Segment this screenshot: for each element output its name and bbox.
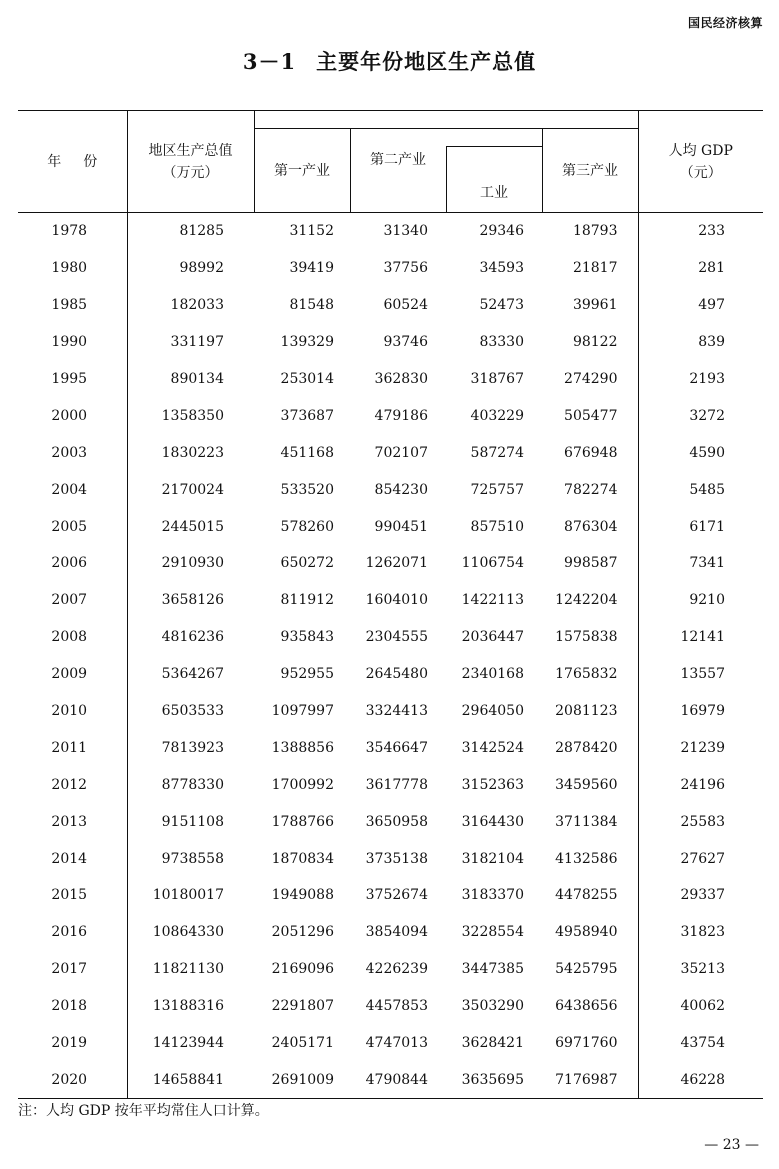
year-cell: 1995 bbox=[18, 361, 127, 398]
year-cell: 2007 bbox=[18, 582, 127, 619]
table-row bbox=[18, 250, 763, 287]
primary-cell: 1949088 bbox=[271, 887, 334, 904]
per-capita-header-unit: （元） bbox=[679, 164, 722, 181]
year-cell: 2008 bbox=[18, 619, 127, 656]
primary-cell: 578260 bbox=[280, 518, 334, 535]
secondary-header: 第二产业 bbox=[350, 147, 446, 213]
secondary-cell: 3546647 bbox=[365, 739, 428, 756]
gdp-cell: 3658126 bbox=[161, 592, 224, 609]
per-capita-cell: 16979 bbox=[638, 693, 763, 730]
per-capita-cell: 12141 bbox=[638, 619, 763, 656]
gdp-table bbox=[18, 110, 763, 1099]
gdp-cell: 890134 bbox=[170, 371, 224, 387]
primary-cell: 952955 bbox=[280, 666, 334, 683]
year-cell: 2014 bbox=[18, 840, 127, 877]
per-capita-cell: 3272 bbox=[638, 397, 763, 434]
secondary-cell: 3650958 bbox=[365, 813, 428, 830]
primary-cell: 81548 bbox=[289, 297, 334, 314]
table-row bbox=[18, 508, 763, 545]
per-capita-cell: 13557 bbox=[638, 656, 763, 693]
per-capita-cell: 31823 bbox=[638, 914, 763, 951]
year-cell: 2010 bbox=[18, 693, 127, 730]
per-capita-cell: 46228 bbox=[638, 1061, 763, 1099]
secondary-cell: 3854094 bbox=[365, 924, 428, 941]
secondary-cell: 854230 bbox=[374, 481, 428, 498]
year-cell: 2005 bbox=[18, 508, 127, 545]
year-cell: 2006 bbox=[18, 545, 127, 582]
year-cell: 2004 bbox=[18, 471, 127, 508]
gdp-cell: 2910930 bbox=[161, 555, 224, 572]
secondary-cell: 1262071 bbox=[365, 555, 428, 572]
secondary-cell: 4226239 bbox=[365, 961, 428, 978]
table-row bbox=[18, 582, 763, 619]
tertiary-cell: 274290 bbox=[564, 371, 618, 387]
gdp-cell: 11821130 bbox=[152, 961, 224, 978]
tertiary-cell: 7176987 bbox=[542, 1061, 638, 1099]
industry-cell: 318767 bbox=[470, 371, 524, 387]
table-row bbox=[18, 1025, 763, 1062]
industry-cell: 3152363 bbox=[461, 776, 524, 793]
table-row bbox=[18, 324, 763, 361]
tertiary-cell: 6971760 bbox=[555, 1035, 618, 1052]
secondary-cell: 2645480 bbox=[365, 666, 428, 683]
gdp-cell: 10180017 bbox=[152, 887, 224, 904]
per-capita-cell: 40062 bbox=[638, 988, 763, 1025]
primary-cell: 650272 bbox=[280, 555, 334, 572]
gdp-header bbox=[127, 111, 254, 213]
primary-cell: 533520 bbox=[280, 481, 334, 498]
primary-cell: 2291807 bbox=[271, 998, 334, 1015]
per-capita-cell: 497 bbox=[638, 287, 763, 324]
table-row bbox=[18, 397, 763, 434]
primary-header: 第一产业 bbox=[254, 129, 350, 213]
per-capita-header bbox=[638, 111, 763, 213]
secondary-cell: 1604010 bbox=[365, 592, 428, 609]
industry-cell: 83330 bbox=[479, 334, 524, 351]
page-number: — 23 — bbox=[704, 1137, 759, 1153]
primary-cell: 1870834 bbox=[271, 850, 334, 867]
table-row bbox=[18, 840, 763, 877]
tertiary-cell: 1575838 bbox=[555, 629, 618, 646]
gdp-cell: 14123944 bbox=[152, 1035, 224, 1052]
gdp-cell: 2170024 bbox=[161, 481, 224, 498]
tertiary-cell: 98122 bbox=[572, 334, 618, 351]
table-row bbox=[18, 729, 763, 766]
secondary-cell: 4790844 bbox=[350, 1061, 446, 1099]
industry-cell: 3503290 bbox=[461, 998, 524, 1015]
table-row bbox=[18, 766, 763, 803]
table-row bbox=[18, 434, 763, 471]
per-capita-cell: 5485 bbox=[638, 471, 763, 508]
per-capita-cell: 233 bbox=[638, 213, 763, 250]
primary-cell: 39419 bbox=[289, 260, 334, 277]
tertiary-cell: 4478255 bbox=[555, 887, 618, 904]
industry-cell: 3447385 bbox=[461, 961, 524, 978]
per-capita-cell: 25583 bbox=[638, 803, 763, 840]
industry-cell: 34593 bbox=[479, 260, 524, 277]
table-row bbox=[18, 914, 763, 951]
secondary-cell: 3735138 bbox=[365, 850, 428, 867]
gdp-cell: 331197 bbox=[170, 334, 224, 351]
gdp-cell: 5364267 bbox=[161, 666, 224, 683]
industry-cell: 2340168 bbox=[461, 666, 524, 683]
year-cell: 1978 bbox=[18, 213, 127, 250]
tertiary-cell: 5425795 bbox=[555, 961, 618, 978]
industry-cell: 3628421 bbox=[461, 1035, 524, 1052]
tertiary-header: 第三产业 bbox=[542, 129, 638, 213]
secondary-cell: 362830 bbox=[374, 371, 428, 387]
tertiary-cell: 4132586 bbox=[555, 850, 618, 867]
industry-cell: 1422113 bbox=[461, 592, 524, 609]
secondary-cell: 60524 bbox=[383, 297, 428, 314]
primary-cell: 253014 bbox=[280, 371, 334, 387]
year-cell: 2012 bbox=[18, 766, 127, 803]
tertiary-cell: 18793 bbox=[572, 223, 618, 240]
secondary-cell: 31340 bbox=[383, 223, 428, 240]
primary-cell: 1700992 bbox=[271, 776, 334, 793]
per-capita-cell: 839 bbox=[638, 324, 763, 361]
tertiary-cell: 21817 bbox=[572, 260, 618, 277]
per-capita-cell: 24196 bbox=[638, 766, 763, 803]
gdp-cell: 13188316 bbox=[152, 998, 224, 1015]
table-row bbox=[18, 693, 763, 730]
year-cell: 2003 bbox=[18, 434, 127, 471]
year-cell: 2020 bbox=[18, 1061, 127, 1099]
tertiary-cell: 4958940 bbox=[555, 924, 618, 941]
table-row bbox=[18, 361, 763, 398]
gdp-cell: 182033 bbox=[170, 297, 224, 314]
tertiary-cell: 6438656 bbox=[555, 998, 618, 1015]
per-capita-cell: 21239 bbox=[638, 729, 763, 766]
per-capita-cell: 7341 bbox=[638, 545, 763, 582]
gdp-cell: 8778330 bbox=[161, 776, 224, 793]
footnote: 注：人均 GDP 按年平均常住人口计算。 bbox=[18, 1103, 269, 1119]
gdp-header-unit: （万元） bbox=[162, 164, 219, 181]
tertiary-cell: 3459560 bbox=[555, 776, 618, 793]
gdp-cell: 9738558 bbox=[161, 850, 224, 867]
industry-cell: 3635695 bbox=[446, 1061, 542, 1099]
table-row bbox=[18, 951, 763, 988]
tertiary-cell: 782274 bbox=[564, 481, 618, 498]
table-row bbox=[18, 988, 763, 1025]
year-cell: 1990 bbox=[18, 324, 127, 361]
year-cell: 2013 bbox=[18, 803, 127, 840]
table-row bbox=[18, 656, 763, 693]
gdp-header-label: 地区生产总值 bbox=[148, 142, 233, 159]
primary-cell: 1097997 bbox=[271, 703, 334, 720]
table-row bbox=[18, 287, 763, 324]
year-cell: 2015 bbox=[18, 877, 127, 914]
secondary-cell: 37756 bbox=[383, 260, 428, 277]
per-capita-cell: 27627 bbox=[638, 840, 763, 877]
per-capita-cell: 35213 bbox=[638, 951, 763, 988]
primary-cell: 2405171 bbox=[271, 1035, 334, 1052]
industry-cell: 1106754 bbox=[461, 555, 524, 572]
table-row bbox=[18, 471, 763, 508]
tertiary-cell: 2878420 bbox=[555, 739, 618, 756]
secondary-cell: 4457853 bbox=[365, 998, 428, 1015]
per-capita-cell: 9210 bbox=[638, 582, 763, 619]
industry-cell: 29346 bbox=[479, 223, 524, 240]
gdp-cell: 14658841 bbox=[127, 1061, 254, 1099]
table-row bbox=[18, 877, 763, 914]
industry-cell: 3228554 bbox=[461, 924, 524, 941]
industry-cell: 2036447 bbox=[461, 629, 524, 646]
year-cell: 2016 bbox=[18, 914, 127, 951]
year-cell: 2000 bbox=[18, 397, 127, 434]
tertiary-cell: 876304 bbox=[564, 518, 618, 535]
primary-cell: 935843 bbox=[280, 629, 334, 646]
tertiary-cell: 998587 bbox=[564, 555, 618, 572]
year-cell: 2011 bbox=[18, 729, 127, 766]
year-cell: 2009 bbox=[18, 656, 127, 693]
primary-cell: 2169096 bbox=[271, 961, 334, 978]
primary-cell: 373687 bbox=[280, 407, 334, 424]
secondary-cell: 702107 bbox=[374, 444, 428, 461]
primary-cell: 31152 bbox=[289, 223, 334, 240]
year-cell: 2017 bbox=[18, 951, 127, 988]
gdp-cell: 9151108 bbox=[161, 813, 224, 830]
secondary-cell: 990451 bbox=[374, 518, 428, 535]
tertiary-cell: 3711384 bbox=[555, 813, 618, 830]
table-row bbox=[18, 545, 763, 582]
secondary-cell: 479186 bbox=[374, 407, 428, 424]
year-cell: 1980 bbox=[18, 250, 127, 287]
industry-cell: 403229 bbox=[470, 407, 524, 424]
industry-cell: 3164430 bbox=[461, 813, 524, 830]
table-body bbox=[18, 213, 763, 1099]
gdp-cell: 81285 bbox=[179, 223, 224, 240]
gdp-cell: 10864330 bbox=[152, 924, 224, 941]
section-tag: 国民经济核算 bbox=[687, 16, 763, 30]
per-capita-cell: 6171 bbox=[638, 508, 763, 545]
gdp-cell: 1358350 bbox=[161, 407, 224, 424]
primary-cell: 139329 bbox=[280, 334, 334, 351]
industry-cell: 3183370 bbox=[461, 887, 524, 904]
year-cell: 2018 bbox=[18, 988, 127, 1025]
industry-cell: 3182104 bbox=[461, 850, 524, 867]
primary-cell: 451168 bbox=[280, 444, 334, 461]
industry-cell: 857510 bbox=[470, 518, 524, 535]
table-row bbox=[18, 1061, 763, 1099]
primary-cell: 1388856 bbox=[271, 739, 334, 756]
primary-cell: 2051296 bbox=[271, 924, 334, 941]
secondary-cell: 3324413 bbox=[365, 703, 428, 720]
industry-header: 工业 bbox=[446, 147, 542, 213]
gdp-cell: 1830223 bbox=[161, 444, 224, 461]
industry-cell: 52473 bbox=[479, 297, 524, 314]
table-row bbox=[18, 213, 763, 250]
primary-cell: 2691009 bbox=[254, 1061, 350, 1099]
gdp-cell: 2445015 bbox=[161, 518, 224, 535]
secondary-cell: 2304555 bbox=[365, 629, 428, 646]
tertiary-cell: 2081123 bbox=[555, 703, 618, 720]
per-capita-header-label: 人均 GDP bbox=[668, 142, 733, 159]
table-row bbox=[18, 803, 763, 840]
per-capita-cell: 2193 bbox=[638, 361, 763, 398]
year-cell: 1985 bbox=[18, 287, 127, 324]
per-capita-cell: 29337 bbox=[638, 877, 763, 914]
secondary-cell: 3752674 bbox=[365, 887, 428, 904]
industry-cell: 3142524 bbox=[461, 739, 524, 756]
secondary-cell: 4747013 bbox=[365, 1035, 428, 1052]
industry-cell: 587274 bbox=[470, 444, 524, 461]
primary-cell: 811912 bbox=[280, 592, 334, 609]
tertiary-cell: 505477 bbox=[564, 407, 618, 424]
per-capita-cell: 281 bbox=[638, 250, 763, 287]
gdp-cell: 98992 bbox=[179, 260, 224, 277]
page-title bbox=[0, 46, 779, 76]
gdp-cell: 6503533 bbox=[161, 703, 224, 720]
secondary-cell: 93746 bbox=[383, 334, 428, 351]
gdp-cell: 4816236 bbox=[161, 629, 224, 646]
industry-cell: 725757 bbox=[470, 481, 524, 498]
industry-cell: 2964050 bbox=[461, 703, 524, 720]
table-row bbox=[18, 619, 763, 656]
table-number: 3－1 bbox=[242, 49, 297, 74]
per-capita-cell: 43754 bbox=[638, 1025, 763, 1062]
gdp-cell: 7813923 bbox=[161, 739, 224, 756]
tertiary-cell: 1765832 bbox=[555, 666, 618, 683]
tertiary-cell: 1242204 bbox=[555, 592, 618, 609]
secondary-cell: 3617778 bbox=[365, 776, 428, 793]
year-header: 年份 bbox=[18, 111, 127, 213]
primary-cell: 1788766 bbox=[271, 813, 334, 830]
tertiary-cell: 676948 bbox=[564, 444, 618, 461]
tertiary-cell: 39961 bbox=[572, 297, 618, 314]
per-capita-cell: 4590 bbox=[638, 434, 763, 471]
table-title: 主要年份地区生产总值 bbox=[316, 49, 537, 74]
year-cell: 2019 bbox=[18, 1025, 127, 1062]
